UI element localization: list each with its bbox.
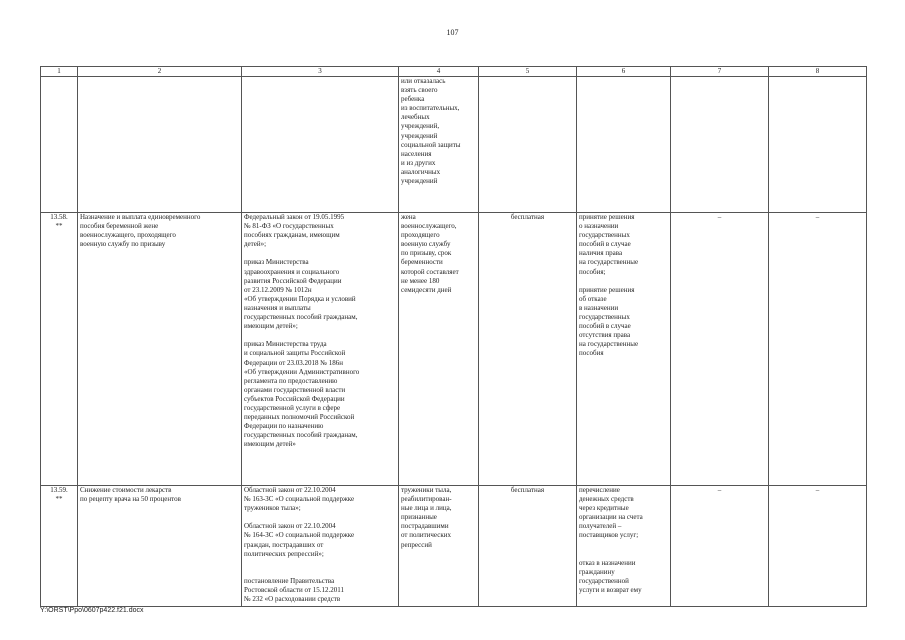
table-row <box>41 486 867 607</box>
column-8 <box>769 77 867 213</box>
table-row <box>41 77 867 213</box>
column-7 <box>671 77 769 213</box>
header-cell: 2 <box>78 67 242 77</box>
recipients: труженики тыла, реабилитирован- ные лица и лица, признанные пострадавшими от политических репрессий <box>399 486 479 607</box>
header-cell: 8 <box>769 67 867 77</box>
row-number: 13.58. ** <box>41 213 78 486</box>
table-row <box>41 213 867 486</box>
column-7: – <box>671 486 769 607</box>
service-name: Снижение стоимости лекарств по рецепту врача на 50 процентов <box>78 486 242 607</box>
recipients: или отказалась взять своего ребенка из воспитательных, лечебных учреждений, учреждений социальной защиты населения и из других аналогичных учреждений <box>399 77 479 213</box>
cost: бесплатная <box>479 486 577 607</box>
header-cell: 1 <box>41 67 78 77</box>
header-cell: 3 <box>242 67 399 77</box>
legal-basis: Федеральный закон от 19.05.1995 № 81-ФЗ «О государственных пособиях гражданам, имеющим детей»; приказ Министерства здравоохранения и социального развития Российской Федерации от 23.12.2009 № 1012н «Об утверждении Порядка и условий назначения и выплаты государственных пособий гражданам, имеющим детей»; приказ Министерства труда и социальной защиты Российской Федерации от 23.03.2018 № 186н «Об утверждении Административного регламента по предоставлению органами государственной власти субъектов Российской Федерации государственной услуги в сфере переданных полномочий Российской Федерации по назначению государственных пособий гражданам, имеющим детей» <box>242 213 399 486</box>
cost <box>479 77 577 213</box>
column-8: – <box>769 213 867 486</box>
services-table <box>40 66 867 607</box>
result: перечисление денежных средств через кредитные организации на счета получателей – поставщиков услуг; отказ в назначении гражданину государственной услуги и возврат ему <box>577 486 671 607</box>
recipients: жена военнослужащего, проходящего военную службу по призыву, срок беременности которой составляет не менее 180 семидесяти дней <box>399 213 479 486</box>
header-cell: 7 <box>671 67 769 77</box>
legal-basis: Областной закон от 22.10.2004 № 163-ЗС «О социальной поддержке тружеников тыла»; Областной закон от 22.10.2004 № 164-ЗС «О социальной поддержке граждан, пострадавших от политических репрессий»; постановление Правительства Ростовской области от 15.12.2011 № 232 «О расходовании средств <box>242 486 399 607</box>
column-7: – <box>671 213 769 486</box>
header-cell: 5 <box>479 67 577 77</box>
service-name <box>78 77 242 213</box>
service-name: Назначение и выплата единовременного пособия беременной жене военнослужащего, проходящего военную службу по призыву <box>78 213 242 486</box>
result: принятие решения о назначении государственных пособий в случае наличия права на государственные пособия; принятие решения об отказе в назначении государственных пособий в случае отсутствия права на государственные пособия <box>577 213 671 486</box>
header-cell: 6 <box>577 67 671 77</box>
result <box>577 77 671 213</box>
column-8: – <box>769 486 867 607</box>
header-cell: 4 <box>399 67 479 77</box>
page-number: 107 <box>446 28 459 37</box>
row-number <box>41 77 78 213</box>
header-row <box>41 67 867 77</box>
legal-basis <box>242 77 399 213</box>
file-path-footer: Y:\ORST\Ppo\0607p422.f21.docx <box>40 607 144 614</box>
row-number: 13.59. ** <box>41 486 78 607</box>
cost: бесплатная <box>479 213 577 486</box>
